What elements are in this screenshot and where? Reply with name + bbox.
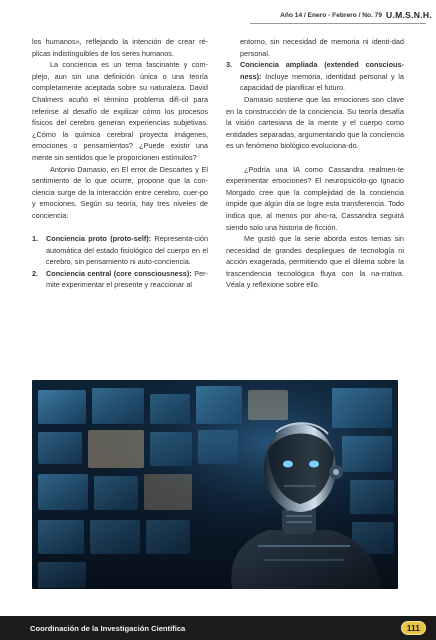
consciousness-levels-list-cont: [226, 59, 404, 94]
paragraph: Antonio Damasio, en El error de Descartes y El sentimiento de lo que ocurre, propone que la con-ciencia surge de la interacción entre cerebro, cuer-po y emociones. Según su teoría, hay tres niveles de conciencia:: [32, 164, 208, 220]
paragraph: La conciencia es un tema fascinante y com-plejo, aun sin una definición única o una teoría completamente aceptada sobre su naturaleza. David Chalmers acuñó el término problema difí-cil para referirse al desafío de explicar cómo los procesos físicos del cerebro generan experiencias subjetivas. ¿Cómo la química cerebral proyecta imágenes, emociones o pensamientos? ¿Puede existir una mente sin sentidos que le proporcionen estímulos?: [32, 60, 208, 162]
robot-illustration: [32, 380, 398, 589]
issue-info: Año 14 / Enero - Febrero / No. 79: [280, 11, 383, 19]
header-divider: [250, 23, 426, 24]
list-term: Conciencia central (core consciousness):: [46, 268, 192, 278]
list-text: Per-mite experimentar el presente y reaccionar al: [46, 268, 208, 290]
list-number: 1.: [32, 234, 39, 244]
paragraph: ¿Podría una IA como Cassandra realmen-te experimentar emociones? El neuropsicólo-go Ignacio Morgado cree que la complejidad de la conciencia impide que algún día se logre esta transferencia. Todo indica que, al menos por aho-ra, Cassandra seguirá siendo solo una historia de ficción.: [226, 164, 404, 232]
consciousness-levels-list: [32, 233, 208, 291]
list-item: [32, 268, 208, 291]
page-footer: [0, 616, 436, 640]
left-column: [32, 36, 208, 291]
list-term: Conciencia ampliada (extended conscious-ness):: [240, 60, 404, 81]
spacer: [32, 222, 208, 234]
running-header: [252, 8, 432, 22]
institution-brand: U.M.S.N.H.: [386, 10, 432, 20]
paragraph: Me gustó que la serie aborda estos temas sin necesidad de grandes despliegues de tecnología ni acción exagerada, permitiendo que el dilema sobre la trascendencia tecnológica fluya con la na-rrativa. Véala y reflexione sobre ello.: [226, 234, 404, 290]
robot-image: [32, 380, 398, 589]
right-column: [226, 36, 404, 291]
list-item: [226, 59, 404, 94]
list-item: [32, 233, 208, 268]
spacer: [226, 152, 404, 164]
list-text: Incluye memoria, identidad personal y la capacidad de planificar el futuro.: [240, 71, 404, 93]
list-text: Representa-ción automática del estado fisiológico del cuerpo en el cerebro, sin pensamiento ni auto-conciencia.: [46, 234, 209, 267]
paragraph: los humanos», reflejando la intención de crear ré-plicas indistinguibles de los seres humanos.: [32, 37, 208, 58]
paragraph: Damasio sostiene que las emociones son clave en la construcción de la conciencia. Su teoría desafía la visión cartesiana de la mente y el cuerpo como entidades separadas, argumentando que la conciencia es un fenómeno biológico evoluciona-do.: [226, 94, 404, 151]
list-number: 3.: [226, 60, 233, 70]
list-number: 2.: [32, 268, 39, 278]
footer-text: Coordinación de la Investigación Científica: [30, 623, 186, 633]
paragraph: entorno, sin necesidad de memoria ni identi-dad personal.: [240, 37, 404, 58]
list-term: Conciencia proto (proto-self):: [46, 234, 152, 244]
page-number: 111: [401, 621, 426, 635]
